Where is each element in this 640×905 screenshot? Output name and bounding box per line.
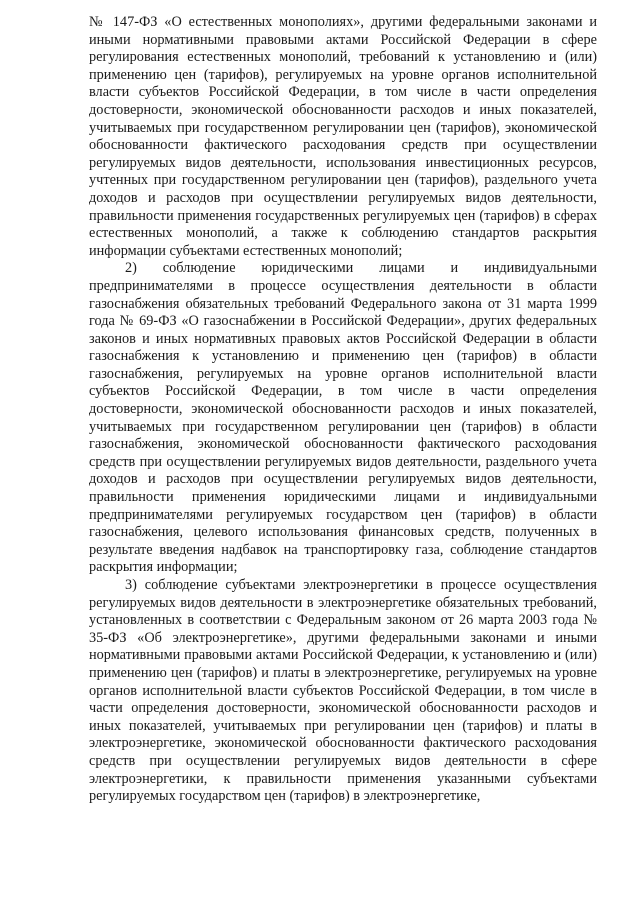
paragraph-1-continuation: № 147-ФЗ «О естественных монополиях», другими федеральными законами и иными нормативными правовыми актами Российской Федерации в сфере регулирования естественных монополий, требований к установлению и (или) применению цен (тарифов), регулируемых на уровне органов исполнительной власти субъектов Российской Федерации, в том числе в части определения достоверности, экономической обоснованности расходов и иных показателей, учитываемых при государственном регулировании цен (тарифов), экономической обоснованности фактического расходования средств при осуществлении регулируемых видов деятельности, использования инвестиционных ресурсов, учтенных при государственном регулировании цен (тарифов), раздельного учета доходов и расходов при осуществлении регулируемых видов деятельности, правильности применения государственных регулируемых цен (тарифов) в сферах естественных монополий, а также к соблюдению стандартов раскрытия информации субъектами естественных монополий; [89, 14, 597, 259]
paragraph-item-2: 2) соблюдение юридическими лицами и индивидуальными предпринимателями в процессе осуществления деятельности в области газоснабжения обязательных требований Федерального закона от 31 марта 1999 года № 69-ФЗ «О газоснабжении в Российской Федерации», других федеральных законов и иных нормативных правовых актов Российской Федерации в области газоснабжения к установлению и применению цен (тарифов) в области газоснабжения, регулируемых на уровне органов исполнительной власти субъектов Российской Федерации, в том числе в части определения достоверности, экономической обоснованности расходов и иных показателей, учитываемых при государственном регулировании цен (тарифов) в области газоснабжения, экономической обоснованности фактического расходования средств при осуществлении регулируемых видов деятельности, раздельного учета доходов и расходов при осуществлении регулируемых видов деятельности, правильности применения юридическими лицами и индивидуальными предпринимателями регулируемых государством цен (тарифов) в области газоснабжения, целевого использования финансовых средств, полученных в результате введения надбавок на транспортировку газа, соблюдение стандартов раскрытия информации; [89, 260, 597, 576]
document-page [89, 14, 597, 806]
paragraph-item-3: 3) соблюдение субъектами электроэнергетики в процессе осуществления регулируемых видов деятельности в электроэнергетике обязательных требований, установленных в соответствии с Федеральным законом от 26 марта 2003 года № 35-ФЗ «Об электроэнергетике», другими федеральными законами и иными нормативными правовыми актами Российской Федерации, к установлению и (или) применению цен (тарифов) и платы в электроэнергетике, регулируемых на уровне органов исполнительной власти субъектов Российской Федерации, в том числе в части определения достоверности, экономической обоснованности расходов и иных показателей, учитываемых при регулировании цен (тарифов) и платы в электроэнергетике, экономической обоснованности фактического расходования средств при осуществлении регулируемых видов деятельности в сфере электроэнергетики, к правильности применения указанными субъектами регулируемых государством цен (тарифов) в электроэнергетике, [89, 577, 597, 805]
